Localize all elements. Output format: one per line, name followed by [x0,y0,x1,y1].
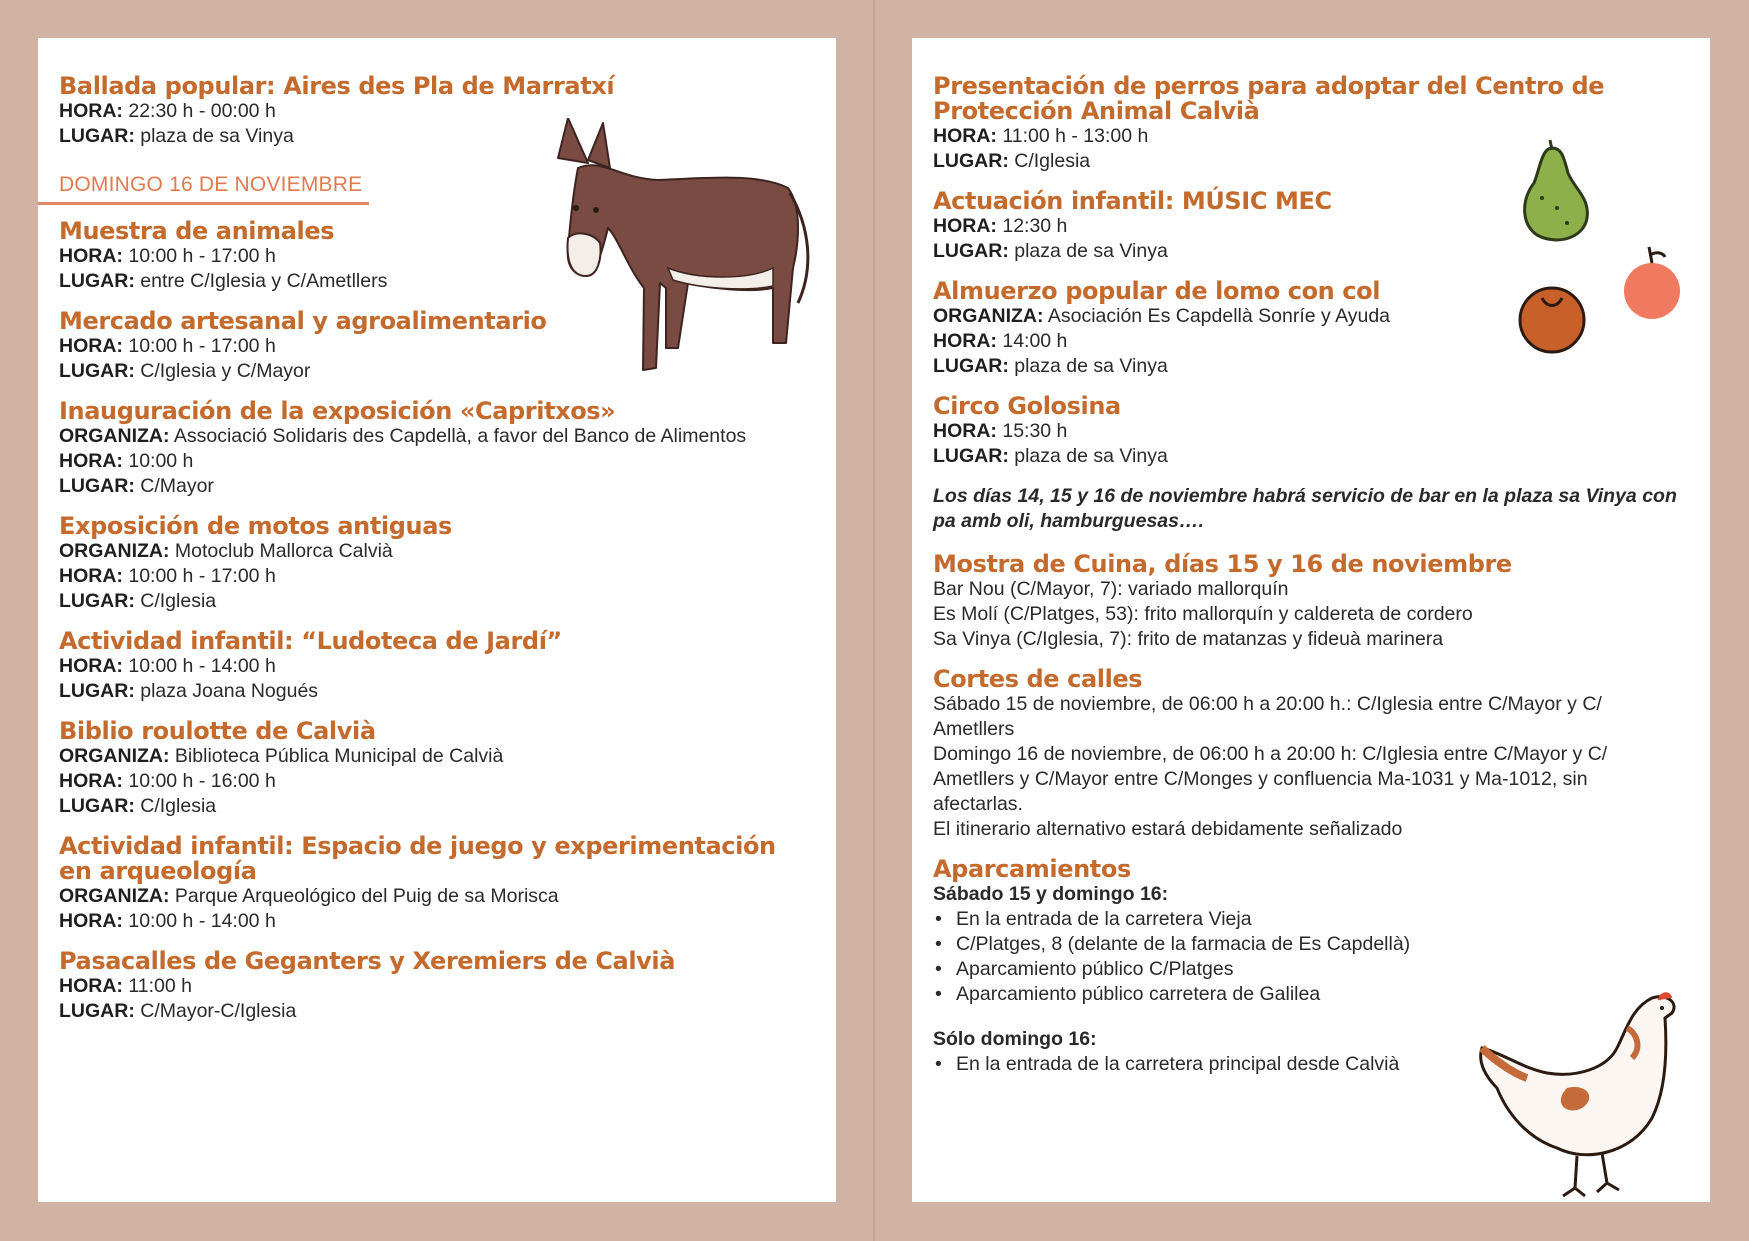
list-item: • C/Platges, 8 (delante de la farmacia de Es Capdellà) [933,932,1693,957]
event-title: Ballada popular: Aires des Pla de Marratxí [59,72,615,100]
left-page [38,38,836,1202]
hen-illustration [1467,978,1697,1202]
event-muestra: Muestra de animales HORA: 10:00 h - 17:00 h LUGAR: entre C/Iglesia y C/Ametllers [59,217,388,292]
list-item: • Aparcamiento público carretera de Galilea [933,982,1693,1007]
list-item: • En la entrada de la carretera Vieja [933,907,1693,932]
day-header: DOMINGO 16 DE NOVIEMBRE [38,172,369,205]
bar-note: Los días 14, 15 y 16 de noviembre habrá servicio de bar en la plaza sa Vinya con pa amb oli, hamburguesas…. [933,485,1677,532]
event-almuerzo: Almuerzo popular de lomo con col ORGANIZA: Asociación Es Capdellà Sonríe y Ayuda HORA: 14:00 h LUGAR: plaza de sa Vinya [933,277,1391,377]
event-biblio: Biblio roulotte de Calvià ORGANIZA: Biblioteca Pública Municipal de Calvià HORA: 10:00 h - 16:00 h LUGAR: C/Iglesia [59,717,504,817]
event-ballada: Ballada popular: Aires des Pla de Marratxí HORA: 22:30 h - 00:00 h LUGAR: plaza de sa Vinya [59,74,819,149]
donkey-illustration [548,118,836,418]
event-arqueologia: Actividad infantil: Espacio de juego y experimentación en arqueología ORGANIZA: Parque Arqueológico del Puig de sa Morisca HORA: 10:00 h - 14:00 h [59,832,776,932]
list-item: • En la entrada de la carretera principal desde Calvià [933,1052,1693,1077]
event-circo: Circo Golosina HORA: 15:30 h LUGAR: plaza de sa Vinya [933,392,1168,467]
list-item: • Aparcamiento público C/Platges [933,957,1693,982]
event-ludoteca: Actividad infantil: “Ludoteca de Jardí” HORA: 10:00 h - 14:00 h LUGAR: plaza Joana Nogués [59,627,562,702]
right-page [912,38,1710,1202]
center-fold [873,0,875,1241]
event-music-mec: Actuación infantil: MÚSIC MEC HORA: 12:30 h LUGAR: plaza de sa Vinya [933,187,1332,262]
event-motos: Exposición de motos antiguas ORGANIZA: Motoclub Mallorca Calvià HORA: 10:00 h - 17:00 h LUGAR: C/Iglesia [59,512,452,612]
event-capritxos: Inauguración de la exposición «Capritxos» ORGANIZA: Associació Solidaris des Capdellà, a favor del Banco de Alimentos HORA: 10:00 h LUGAR: C/Mayor [59,397,747,497]
apple-illustration [1617,243,1687,323]
pear-illustration [1512,138,1602,248]
event-perros: Presentación de perros para adoptar del Centro de Protección Animal Calvià HORA: 11:00 h - 13:00 h LUGAR: C/Iglesia [933,72,1605,172]
event-pasacalles: Pasacalles de Geganters y Xeremiers de Calvià HORA: 11:00 h LUGAR: C/Mayor-C/Iglesia [59,947,676,1022]
aparcamientos: Aparcamientos Sábado 15 y domingo 16: • En la entrada de la carretera Vieja • C/Platges, 8 (delante de la farmacia de Es Capdellà) • Aparcamiento público C/Platges • Aparcamiento público carretera de Galilea Sólo domingo 16: • En la entrada de la carretera principal desde Calvià [933,857,1693,1077]
event-mercado: Mercado artesanal y agroalimentario HORA: 10:00 h - 17:00 h LUGAR: C/Iglesia y C/Mayor [59,307,547,382]
tomato-illustration [1512,278,1592,358]
cortes-calles: Cortes de calles Sábado 15 de noviembre, de 06:00 h a 20:00 h.: C/Iglesia entre C/Mayor y C/ Ametllers Domingo 16 de noviembre, de 06:00 h a 20:00 h: C/Iglesia entre C/Mayor y C/ Ametllers y C/Mayor entre C/Monges y confluencia Ma-1031 y Ma-1012, sin afectarlas. El itinerario alternativo estará debidamente señalizado [933,665,1608,840]
mostra-cuina: Mostra de Cuina, días 15 y 16 de noviembre Bar Nou (C/Mayor, 7): variado mallorquín Es Molí (C/Platges, 53): frito mallorquín y caldereta de cordero Sa Vinya (C/Iglesia, 7): frito de matanzas y fideuà marinera [933,550,1512,650]
